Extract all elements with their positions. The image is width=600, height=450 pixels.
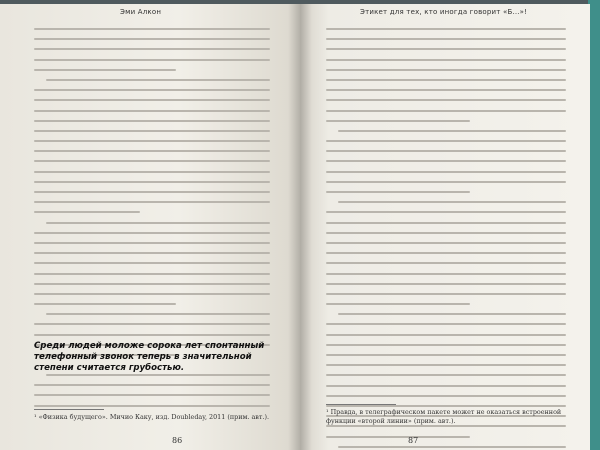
left-running-head: Эми Алкон <box>120 8 162 16</box>
left-body-lines <box>34 28 270 364</box>
right-footnote: ¹ Правда, в телеграфическом пакете может не оказаться встроенной функции «второй линии» (прим. авт.). <box>326 408 562 425</box>
right-page-number: 87 <box>408 436 419 445</box>
left-page-number: 86 <box>172 436 183 445</box>
right-body-lines <box>326 28 566 450</box>
left-pull-quote: Среди людей моложе сорока лет спонтанный телефонный звонок теперь в значительной степени считается грубостью. <box>34 341 265 373</box>
left-footnote-rule <box>34 409 104 410</box>
book-gutter-shadow <box>288 4 312 450</box>
right-page <box>300 4 590 450</box>
left-page <box>0 4 300 450</box>
left-footnote: ¹ «Физика будущего». Мичио Каку, изд. Doubleday, 2011 (прим. авт.). <box>34 413 269 421</box>
right-running-head: Этикет для тех, кто иногда говорит «Б…»! <box>360 8 528 16</box>
right-footnote-rule <box>326 404 396 405</box>
